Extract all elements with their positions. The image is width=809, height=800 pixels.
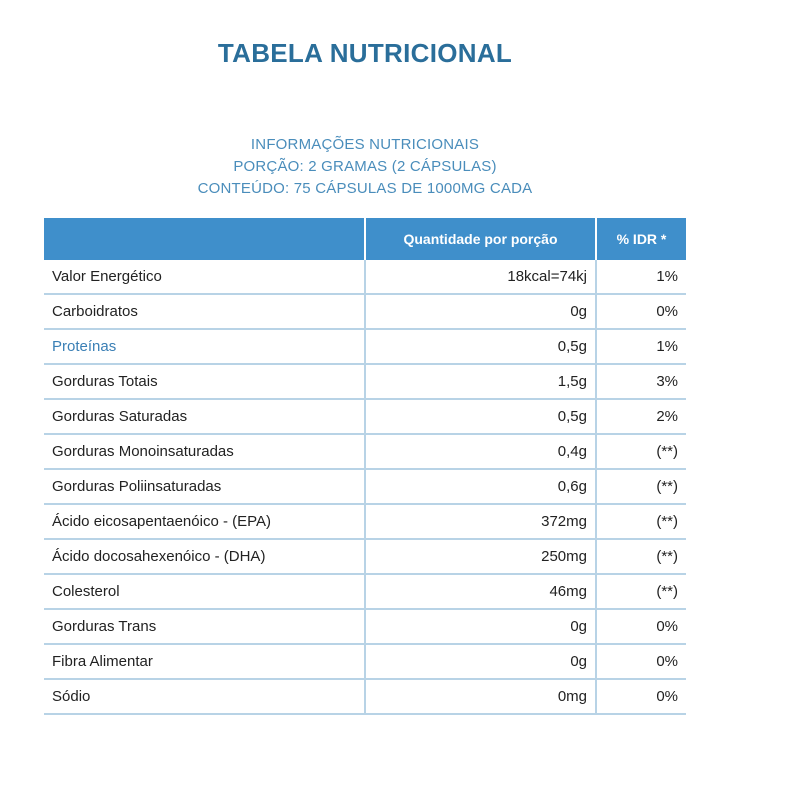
nutrient-name: Proteínas	[44, 329, 365, 364]
table-row	[44, 574, 686, 609]
nutrient-idr: (**)	[596, 539, 686, 574]
nutrient-name: Gorduras Poliinsaturadas	[44, 469, 365, 504]
nutrient-idr: 0%	[596, 609, 686, 644]
table-row	[44, 504, 686, 539]
header-quantity: Quantidade por porção	[365, 218, 596, 260]
nutrient-name: Ácido eicosapentaenóico - (EPA)	[44, 504, 365, 539]
nutrient-quantity: 250mg	[365, 539, 596, 574]
nutrient-idr: (**)	[596, 504, 686, 539]
table-row	[44, 364, 686, 399]
page-title: TABELA NUTRICIONAL	[217, 38, 513, 68]
table-row	[44, 294, 686, 329]
nutrient-quantity: 18kcal=74kj	[365, 260, 596, 294]
nutrient-idr: 1%	[596, 329, 686, 364]
table-row	[44, 539, 686, 574]
nutrient-quantity: 46mg	[365, 574, 596, 609]
table-row	[44, 399, 686, 434]
table-row	[44, 434, 686, 469]
nutrition-table	[44, 218, 686, 715]
nutrient-quantity: 0g	[365, 294, 596, 329]
table-row	[44, 644, 686, 679]
nutrient-name: Carboidratos	[44, 294, 365, 329]
nutrient-name: Colesterol	[44, 574, 365, 609]
nutrient-quantity: 1,5g	[365, 364, 596, 399]
nutrient-idr: 0%	[596, 679, 686, 714]
nutrient-idr: 3%	[596, 364, 686, 399]
nutrient-quantity: 0,6g	[365, 469, 596, 504]
table-header-row	[44, 218, 686, 260]
nutrient-name: Sódio	[44, 679, 365, 714]
nutrient-idr: (**)	[596, 469, 686, 504]
nutrient-idr: 2%	[596, 399, 686, 434]
info-line-2: PORÇÃO: 2 GRAMAS (2 CÁPSULAS)	[233, 158, 497, 175]
nutrient-idr: (**)	[596, 574, 686, 609]
info-line-1: INFORMAÇÕES NUTRICIONAIS	[250, 136, 480, 153]
info-line-3: CONTEÚDO: 75 CÁPSULAS DE 1000MG CADA	[197, 180, 533, 197]
nutrient-name: Fibra Alimentar	[44, 644, 365, 679]
nutrient-idr: (**)	[596, 434, 686, 469]
nutrient-name: Ácido docosahexenóico - (DHA)	[44, 539, 365, 574]
table-row	[44, 609, 686, 644]
nutrient-name: Valor Energético	[44, 260, 365, 294]
table-row	[44, 329, 686, 364]
serving-info	[0, 134, 730, 200]
table-row	[44, 679, 686, 714]
nutrient-idr: 0%	[596, 644, 686, 679]
nutrient-quantity: 0g	[365, 609, 596, 644]
nutrient-quantity: 0,5g	[365, 329, 596, 364]
nutrient-quantity: 0,4g	[365, 434, 596, 469]
nutrient-idr: 0%	[596, 294, 686, 329]
nutrient-quantity: 0mg	[365, 679, 596, 714]
nutrient-idr: 1%	[596, 260, 686, 294]
nutrient-quantity: 372mg	[365, 504, 596, 539]
table-row	[44, 469, 686, 504]
nutrient-name: Gorduras Monoinsaturadas	[44, 434, 365, 469]
nutrient-name: Gorduras Saturadas	[44, 399, 365, 434]
nutrient-name: Gorduras Totais	[44, 364, 365, 399]
nutrient-quantity: 0g	[365, 644, 596, 679]
header-nutrient	[44, 218, 365, 260]
table-row	[44, 260, 686, 294]
nutrient-quantity: 0,5g	[365, 399, 596, 434]
header-idr: % IDR *	[596, 218, 686, 260]
nutrient-name: Gorduras Trans	[44, 609, 365, 644]
